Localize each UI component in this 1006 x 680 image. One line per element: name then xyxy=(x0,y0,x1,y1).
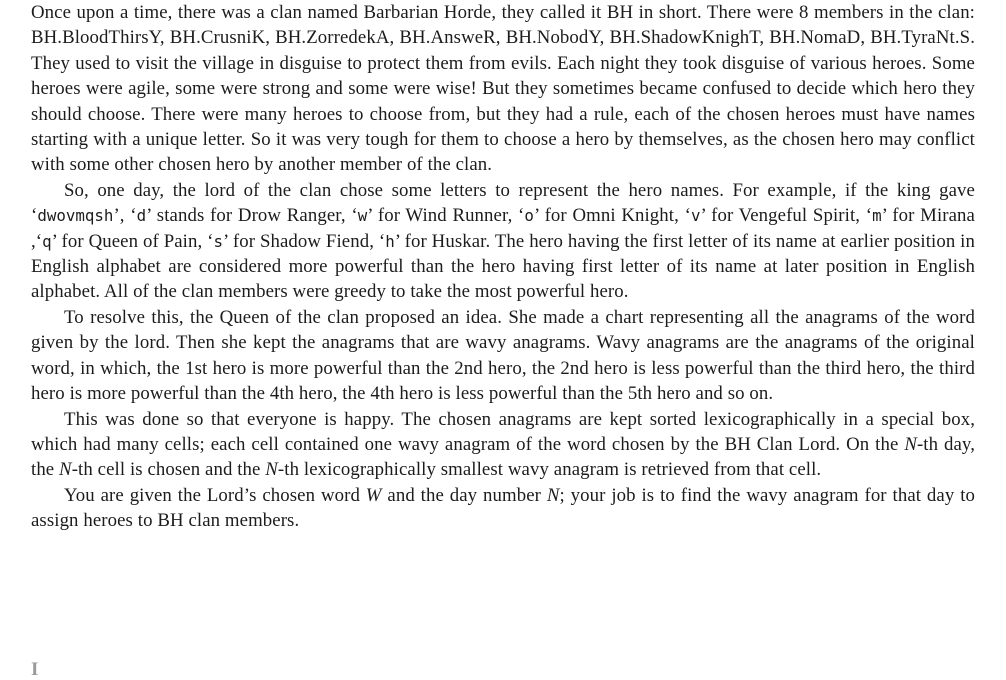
text-run: -th day, the xyxy=(31,433,976,481)
inline-code: m xyxy=(872,206,882,226)
text-run: To resolve this, the Queen of the clan proposed an idea. She made a chart representing all the anagrams of the word given by the lord. Then she kept the anagrams that are wavy anagrams. Wavy anagrams are the anagrams of the original word, in which, the 1st hero is more powerful than the 2nd hero, the 2nd hero is less powerful than the third hero, the third hero is more powerful than the 4th hero, the 4th hero is less powerful than the 5th hero and so on. xyxy=(31,306,975,405)
paragraph xyxy=(31,483,975,534)
problem-statement xyxy=(31,0,975,534)
paragraph xyxy=(31,0,975,178)
text-run: ; your job is to find the wavy anagram for that day to assign heroes to BH clan members. xyxy=(31,484,975,532)
math-variable: W xyxy=(365,484,382,506)
text-run: So, one day, the lord of the clan chose some letters to represent the hero names. For example, if the king gave ‘ xyxy=(31,179,975,227)
text-run: ’ for Shadow Fiend, ‘ xyxy=(223,230,386,252)
text-run: -th cell is chosen and the xyxy=(71,459,266,481)
paragraph xyxy=(31,407,975,483)
inline-code: w xyxy=(357,206,368,226)
inline-code: s xyxy=(213,231,224,251)
text-run: ’, ‘ xyxy=(113,205,137,227)
text-run: ’ for Queen of Pain, ‘ xyxy=(51,230,214,252)
paragraph xyxy=(31,305,975,407)
inline-code: d xyxy=(136,206,147,226)
cutoff-section-heading-fragment: I xyxy=(31,659,39,680)
inline-code: o xyxy=(524,206,534,226)
text-run: ’ for Wind Runner, ‘ xyxy=(367,205,525,227)
paragraph xyxy=(31,178,975,305)
math-variable: N xyxy=(59,459,72,481)
math-variable: N xyxy=(546,484,560,506)
math-variable: N xyxy=(904,433,917,455)
inline-code: dwovmqsh xyxy=(37,206,114,226)
text-run: You are given the Lord’s chosen word xyxy=(64,484,366,506)
text-run: ’ for Omni Knight, ‘ xyxy=(533,205,691,227)
text-run: ’ for Huskar. The hero having the first letter of its name at earlier position in English alphabet are considered more powerful than the hero having first letter of its name at later position in English alphabet. All of the clan members were greedy to take the most powerful hero. xyxy=(31,230,975,303)
inline-code: q xyxy=(42,231,52,251)
inline-code: h xyxy=(385,231,395,251)
text-run: ’ stands for Drow Ranger, ‘ xyxy=(146,205,358,227)
text-run: ’ for Vengeful Spirit, ‘ xyxy=(700,205,873,227)
text-run: This was done so that everyone is happy. The chosen anagrams are kept sorted lexicographically in a special box, which had many cells; each cell contained one wavy anagram of the word chosen by the BH Clan Lord. On the xyxy=(31,408,975,455)
text-run: ’ for Mirana ,‘ xyxy=(31,205,975,252)
text-run: Once upon a time, there was a clan named Barbarian Horde, they called it BH in short. There were 8 members in the clan: BH.BloodThirsY, BH.CrusniK, BH.ZorredekA, BH.AnsweR, BH.NobodY, BH.ShadowKnighT, BH.NomaD, BH.TyraNt.S. They used to visit the village in disguise to protect them from evils. Each night they took disguise of various heroes. Some heroes were agile, some were strong and some were wise! But they sometimes became confused to decide which hero they should choose. There were many heroes to choose from, but they had a rule, each of the chosen heroes must have names starting with a unique letter. So it was very tough for them to choose a hero by themselves, as the chosen hero may conflict with some other chosen hero by another member of the clan. xyxy=(31,2,975,176)
text-run: -th lexicographically smallest wavy anagram is retrieved from that cell. xyxy=(277,459,822,481)
math-variable: N xyxy=(265,459,278,481)
inline-code: v xyxy=(690,206,701,226)
text-run: and the day number xyxy=(381,484,547,506)
